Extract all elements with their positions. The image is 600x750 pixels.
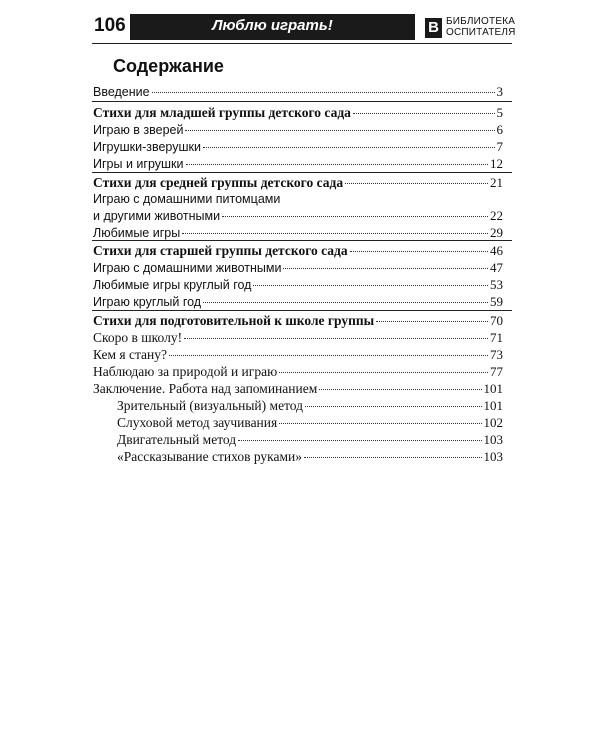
toc-subentry — [93, 431, 503, 448]
toc-entry — [93, 293, 503, 311]
toc-entry-label: Заключение. Работа над запоминанием — [93, 381, 318, 396]
toc-entry — [93, 138, 503, 156]
toc-entry — [93, 207, 503, 225]
dot-leader — [203, 302, 488, 303]
toc-entry-page: 12 — [490, 156, 503, 171]
toc-section-label: Стихи для подготовительной к школе группы — [93, 313, 375, 328]
toc-entry-page: 53 — [490, 277, 503, 292]
toc-entry — [93, 83, 503, 101]
dot-leader — [169, 355, 488, 356]
page-number: 106 — [94, 15, 126, 36]
toc-entry-page: 103 — [483, 432, 503, 447]
dot-leader — [279, 372, 488, 373]
toc-entry-label: Играю круглый год — [93, 295, 202, 309]
section-rule — [92, 101, 512, 102]
toc-entry-page: 101 — [483, 398, 503, 413]
book-title: Люблю играть! — [212, 17, 333, 34]
toc-entry-label: Слуховой метод заучивания — [117, 415, 278, 430]
toc-entry-page: 29 — [490, 225, 503, 240]
dot-leader — [184, 338, 488, 339]
toc-entry — [93, 329, 503, 346]
toc-entry-page: 77 — [490, 364, 503, 379]
toc-entry-page: 6 — [496, 122, 503, 137]
dot-leader — [152, 92, 495, 93]
toc-entry-page: 102 — [483, 415, 503, 430]
toc-entry-page: 22 — [490, 208, 503, 223]
toc-entry-page: 59 — [490, 294, 503, 309]
dot-leader — [345, 183, 488, 184]
toc-entry-label: Скоро в школу! — [93, 330, 183, 345]
toc-entry-label: Любимые игры круглый год — [93, 278, 252, 292]
series-logo: В — [425, 18, 442, 38]
dot-leader — [350, 251, 488, 252]
toc-section — [93, 242, 503, 259]
toc-entry — [93, 155, 503, 173]
toc-section — [93, 104, 503, 121]
toc-entry-label: Зрительный (визуальный) метод — [117, 398, 304, 413]
toc-entry-label: Игры и игрушки — [93, 157, 184, 171]
toc-subentry — [93, 448, 503, 465]
toc-entry-label: Игрушки-зверушки — [93, 140, 201, 154]
dot-leader — [279, 423, 481, 424]
toc-subentry — [93, 397, 503, 414]
toc-entry-label-line1: Играю с домашними питомцами — [93, 192, 281, 206]
toc-section — [93, 174, 503, 191]
series-name-line1: БИБЛИОТЕКА — [446, 16, 516, 27]
toc-section-label: Стихи для старшей группы детского сада — [93, 243, 348, 258]
toc-entry-page: 47 — [490, 260, 503, 275]
toc-entry — [93, 259, 503, 277]
toc-entry-page: 73 — [490, 347, 503, 362]
toc-entry — [93, 380, 503, 397]
toc-entry-label: и другими животными — [93, 209, 221, 223]
toc-entry — [93, 276, 503, 294]
toc-section-label: Стихи для младшей группы детского сада — [93, 105, 351, 120]
dot-leader — [185, 130, 494, 131]
toc-entry — [93, 363, 503, 380]
toc-entry-label: Играю с домашними животными — [93, 261, 282, 275]
series-name-line2: ОСПИТАТЕЛЯ — [446, 27, 516, 38]
series-name — [446, 16, 516, 38]
dot-leader — [304, 457, 481, 458]
dot-leader — [353, 113, 495, 114]
dot-leader — [253, 285, 488, 286]
toc-entry-label: Наблюдаю за природой и играю — [93, 364, 278, 379]
section-rule — [92, 310, 512, 311]
toc-section-label: Стихи для средней группы детского сада — [93, 175, 344, 190]
toc-entry-label: Кем я стану? — [93, 347, 167, 362]
section-rule — [92, 172, 512, 173]
toc-entry-label: Введение — [93, 85, 150, 99]
dot-leader — [182, 233, 488, 234]
toc-section — [93, 312, 503, 329]
dot-leader — [186, 164, 489, 165]
dot-leader — [319, 389, 481, 390]
toc-title: Содержание — [113, 56, 224, 76]
dot-leader — [203, 147, 495, 148]
dot-leader — [305, 406, 481, 407]
toc-entry-page: 3 — [496, 84, 503, 99]
toc-entry — [93, 121, 503, 139]
toc-entry-page: 70 — [490, 313, 503, 328]
toc-entry-page: 101 — [483, 381, 503, 396]
toc-entry-label: Любимые игры — [93, 226, 181, 240]
toc-entry-label: «Рассказывание стихов руками» — [117, 449, 303, 464]
toc-entry-label: Двигательный метод — [117, 432, 237, 447]
dot-leader — [238, 440, 481, 441]
toc-entry-page: 5 — [496, 105, 503, 120]
toc-entry-label: Играю в зверей — [93, 123, 184, 137]
header-bar — [130, 14, 415, 40]
header-rule — [92, 43, 512, 44]
toc-entry-page: 21 — [490, 175, 503, 190]
toc-entry-page: 7 — [496, 139, 503, 154]
toc-entry-page: 71 — [490, 330, 503, 345]
dot-leader — [222, 216, 488, 217]
toc-entry-page: 103 — [483, 449, 503, 464]
toc-entry — [93, 346, 503, 363]
dot-leader — [376, 321, 488, 322]
section-rule — [92, 240, 512, 241]
toc-subentry — [93, 414, 503, 431]
toc-entry-page: 46 — [490, 243, 503, 258]
dot-leader — [283, 268, 488, 269]
